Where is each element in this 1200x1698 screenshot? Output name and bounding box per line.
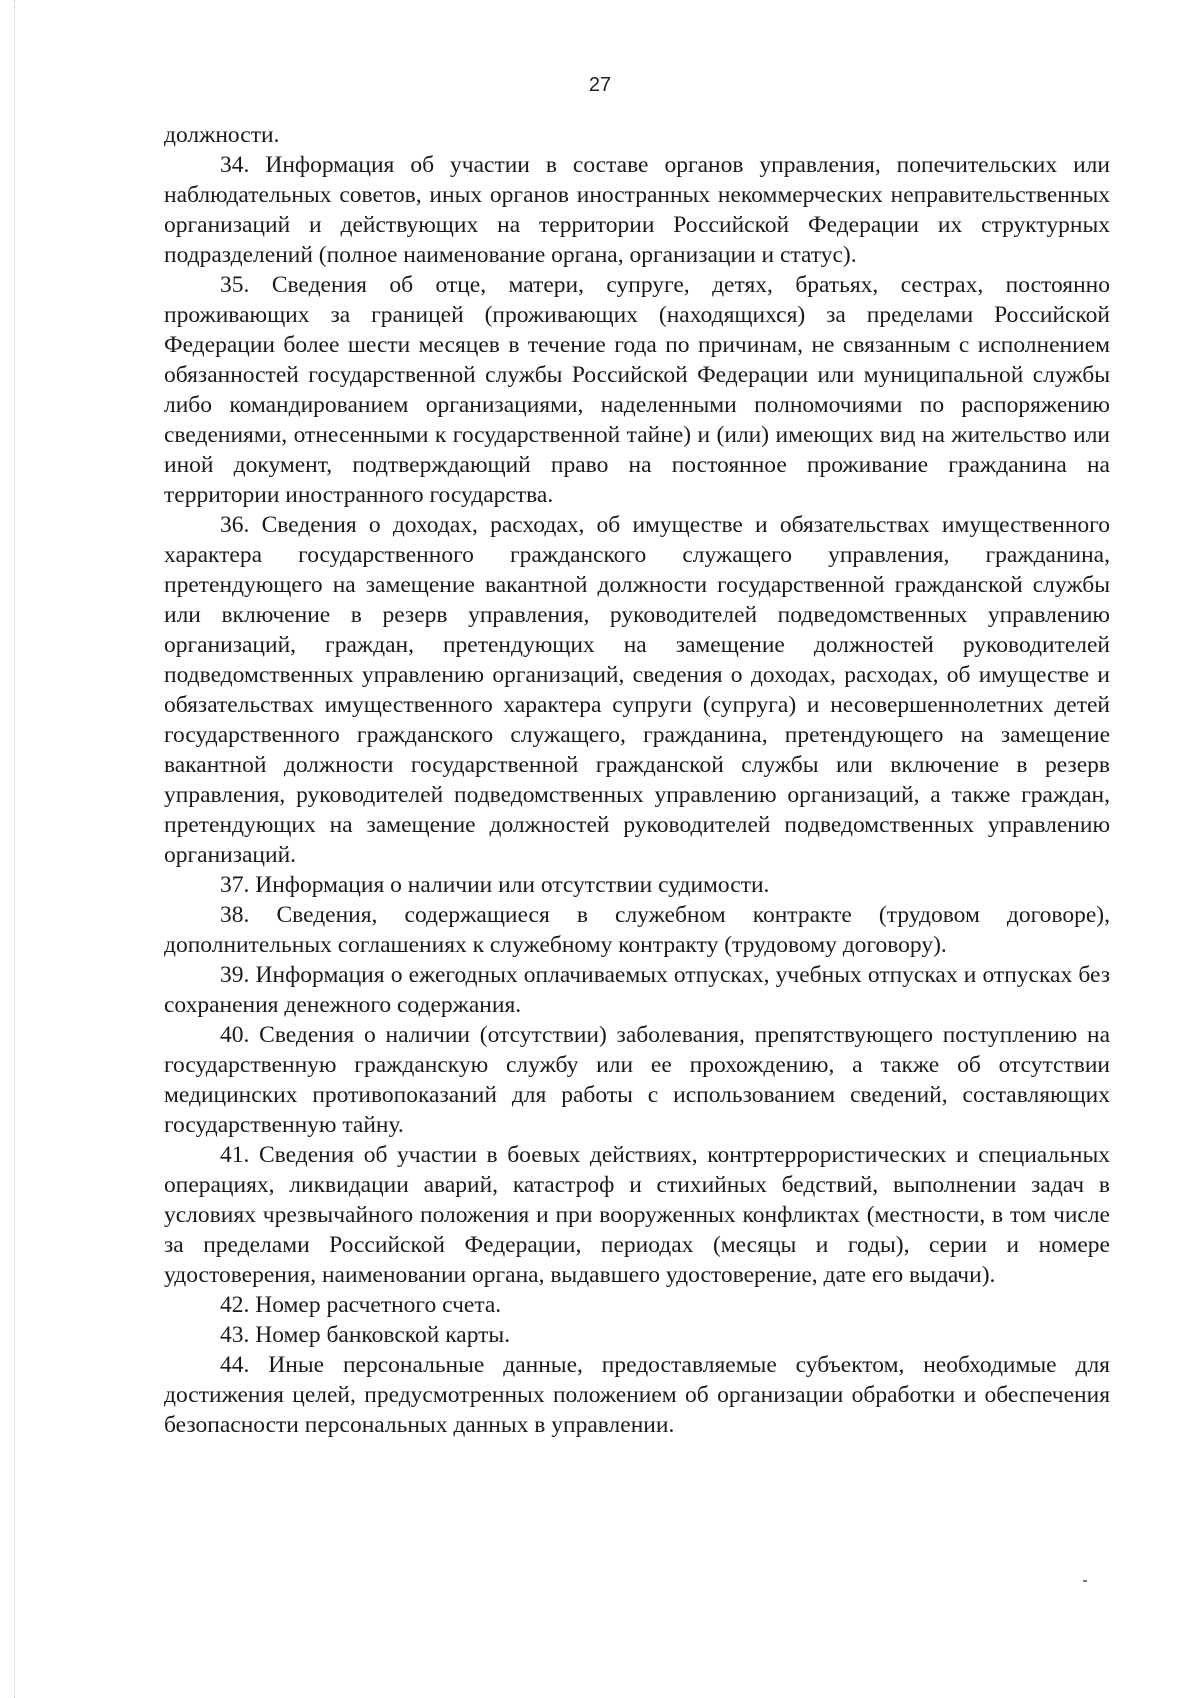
paragraph-39: 39. Информация о ежегодных оплачиваемых отпусках, учебных отпусках и отпусках без сохранения денежного содержания. bbox=[164, 962, 1110, 1018]
paragraph-44: 44. Иные персональные данные, предоставляемые субъектом, необходимые для достижения целей, предусмотренных положением об организации обработки и обеспечения безопасности персональных данных в управлении. bbox=[164, 1352, 1110, 1438]
page-edge-border bbox=[14, 0, 15, 1698]
paragraph-37: 37. Информация о наличии или отсутствии судимости. bbox=[220, 872, 770, 898]
paragraph-43: 43. Номер банковской карты. bbox=[220, 1322, 511, 1348]
scan-speck bbox=[1083, 1580, 1087, 1582]
paragraph-38: 38. Сведения, содержащиеся в служебном контракте (трудовом договоре), дополнительных соглашениях к служебному контракту (трудовому договору). bbox=[164, 902, 1110, 958]
paragraph-40: 40. Сведения о наличии (отсутствии) заболевания, препятствующего поступлению на государственную гражданскую службу или ее прохождению, а также об отсутствии медицинских противопоказаний для работы с использованием сведений, составляющих государственную тайну. bbox=[164, 1022, 1110, 1138]
paragraph-34: 34. Информация об участии в составе органов управления, попечительских или наблюдательных советов, иных органов иностранных некоммерческих неправительственных организаций и действующих на территории Российской Федерации их структурных подразделений (полное наименование органа, организации и статус). bbox=[164, 152, 1110, 268]
document-body bbox=[164, 120, 1110, 1440]
paragraph-42: 42. Номер расчетного счета. bbox=[220, 1292, 502, 1318]
paragraph-41: 41. Сведения об участии в боевых действиях, контртеррористических и специальных операциях, ликвидации аварий, катастроф и стихийных бедствий, выполнении задач в условиях чрезвычайного положения и при вооруженных конфликтах (местности, в том числе за пределами Российской Федерации, периодах (месяцы и годы), серии и номере удостоверения, наименовании органа, выдавшего удостоверение, дате его выдачи). bbox=[164, 1142, 1110, 1288]
paragraph-continuation: должности. bbox=[164, 122, 280, 148]
page-number: 27 bbox=[588, 74, 612, 96]
paragraph-36: 36. Сведения о доходах, расходах, об имуществе и обязательствах имущественного характера государственного гражданского служащего управления, гражданина, претендующего на замещение вакантной должности государственной гражданской службы или включение в резерв управления, руководителей подведомственных управлению организаций, граждан, претендующих на замещение должностей руководителей подведомственных управлению организаций, сведения о доходах, расходах, об имуществе и обязательствах имущественного характера супруги (супруга) и несовершеннолетних детей государственного гражданского служащего, гражданина, претендующего на замещение вакантной должности государственной гражданской службы или включение в резерв управления, руководителей подведомственных управлению организаций, а также граждан, претендующих на замещение должностей руководителей подведомственных управлению организаций. bbox=[164, 512, 1110, 868]
paragraph-35: 35. Сведения об отце, матери, супруге, детях, братьях, сестрах, постоянно проживающих за границей (проживающих (находящихся) за пределами Российской Федерации более шести месяцев в течение года по причинам, не связанным с исполнением обязанностей государственной службы Российской Федерации или муниципальной службы либо командированием организациями, наделенными полномочиями по распоряжению сведениями, отнесенными к государственной тайне) и (или) имеющих вид на жительство или иной документ, подтверждающий право на постоянное проживание гражданина на территории иностранного государства. bbox=[164, 272, 1110, 508]
